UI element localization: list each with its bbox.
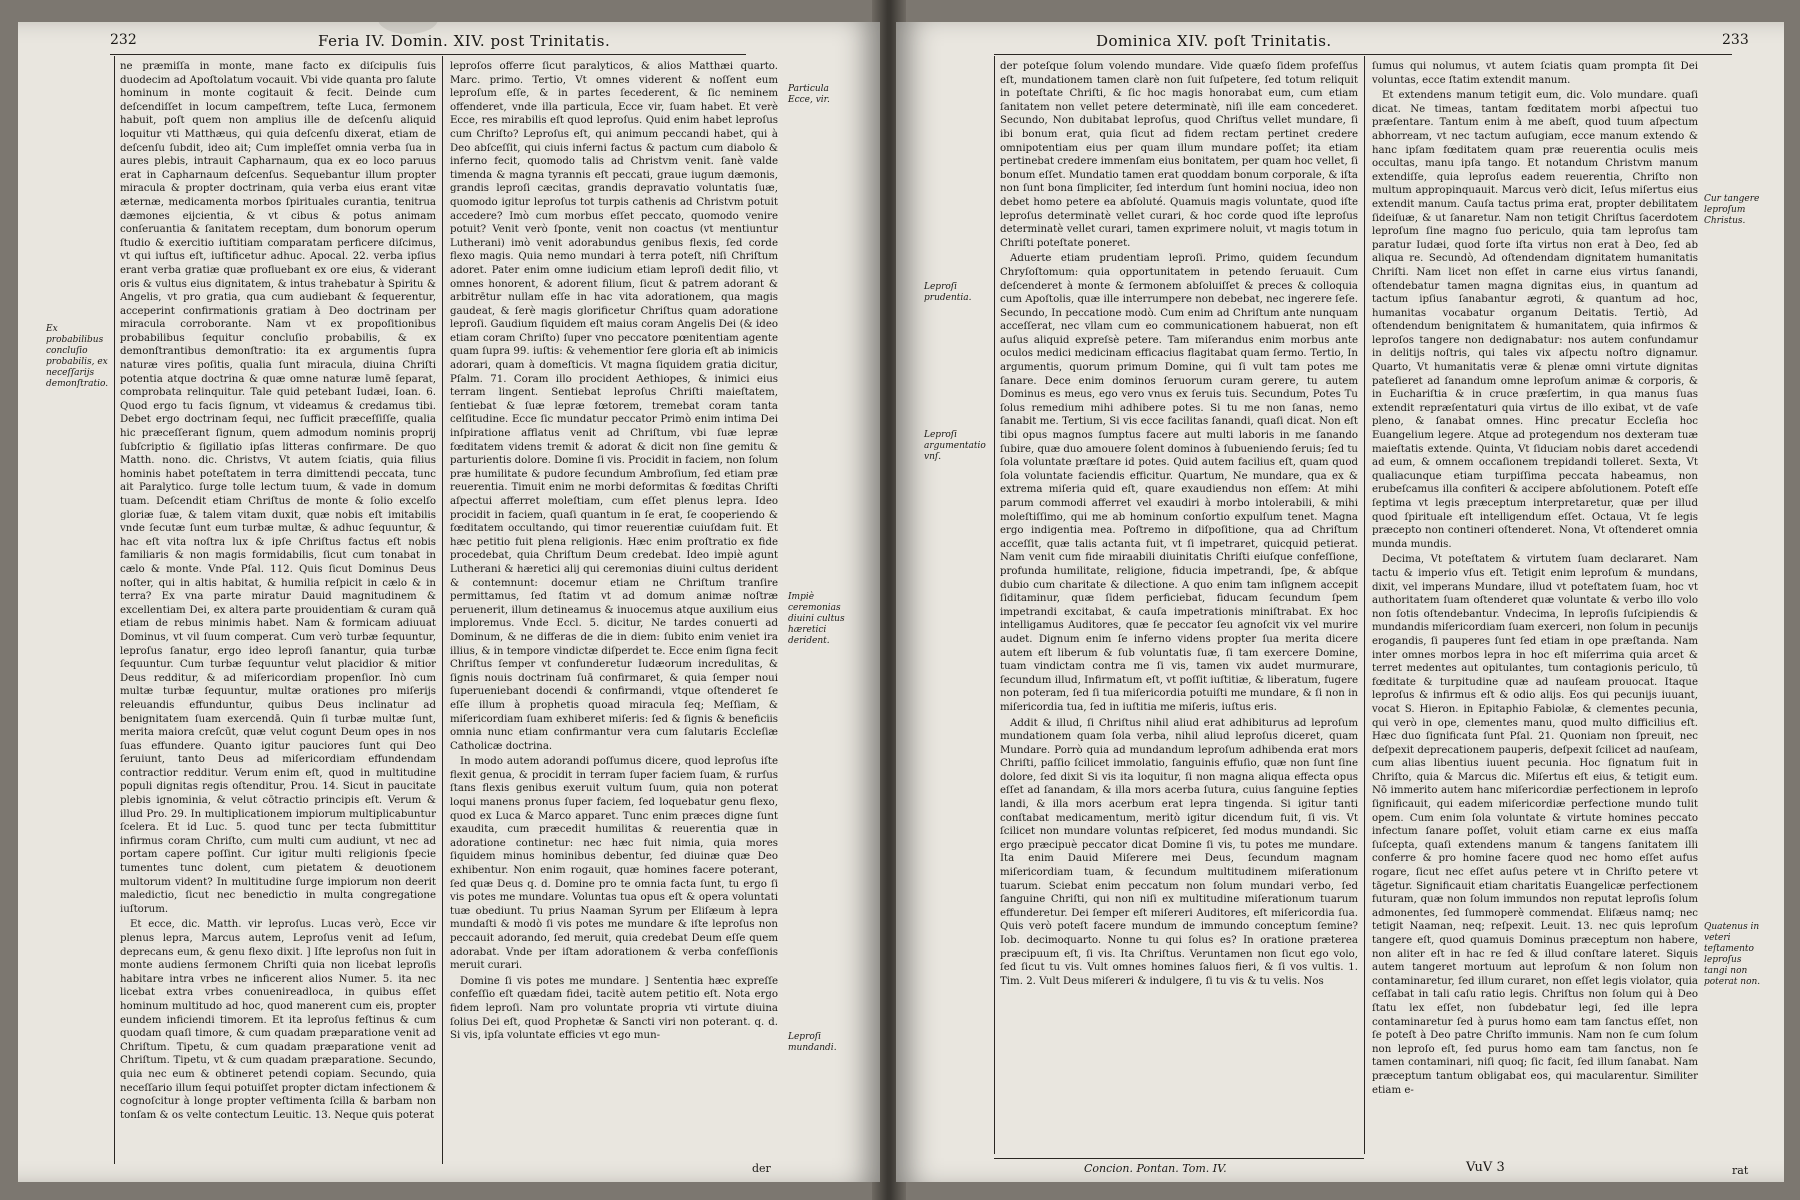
paragraph: Et extendens manum tetigit eum, dic. Volo mundare. quaſi dicat. Ne timeas, tantam fœditatem morbi aſpectui tuo præſentare. Tantum enim à me abeſt, quod tuum aſpectum abhorream, vt nec tactum auſugiam, ecce manum extendo & hanc ipſam fœditatem quam præ reuerentia oculis meis occultas, manu ipſa tango. Et notandum Christvm manum extendiſſe, quia leproſus eadem reuerentia, Chriſto non multum appropinquauit. Marcus verò dicit, Ieſus miſertus eius extendit manum. Cauſa tactus prima erat, propter debilitatem ſideiſuæ, & ut ſanaretur. Nam non tetigit Chriſtus ſacerdotem leproſum ſine magno ſuo periculo, quia tam leproſus tam paratur Iudæi, quod ſorte iſta virtus non erat à Deo, ſed ab aliqua re. Secundò, Ad oſtendendam dignitatem humanitatis Chriſti. Nam licet non eſſet in carne eius virtus ſanandi, oſtendebatur tamen magna dignitas eius, in quantum ad tactum ipſius ſanabantur ægroti, & quantum ad hoc, humanitas vocabatur organum Deitatis. Tertiò, Ad oſtendendum benignitatem & humanitatem, quia infirmos & leproſos tangere non dedignabatur: nos autem confundamur in delitijs noſtris, qui tales vix aſpectu noſtro dignamur. Quarto, Vt humanitatis veræ & plenæ omni virtute dignitas pateſieret ad ſanandum omne leproſum animæ & corporis, & in Euchariſtia & in cruce præſertim, in qua manus ſuas extendit repræſentaturi quia virtus de illo exibat, vt de vaſe pleno, & ſanabat omnes. Hinc precatur Eccleſia hoc Euangelium legere. Atque ad protegendum nos dexteram tuæ maieſtatis extende. Quinta, Vt ſiduciam nobis daret accedendi ad eum, & omnem occaſionem trepidandi tolleret. Sexta, Vt qualiacunque etiam turpiſſima peccata habeamus, non erubeſcamus illa confiteri & accipere abſolutionem. Poteſt eſſe ſeptima vt legis præceptum interpretaretur, quæ per illud quod ſpirituale eſt intelligendum eſſet. Octaua, Vt ſe legis præcepto non contineri oſtenderet. Nona, Vt oſtenderet omnia munda mundis. [1372,90,1698,550]
right-running-head: Dominica XIV. poſt Trinitatis. [1096,32,1332,50]
margin-note-probabilibus: Ex probabilibus concluſio probabilis, ex neceſſarijs demonſtratio. [46,324,109,389]
right-catchword: rat [1732,1164,1749,1177]
margin-note-prudentia: Leproſi prudentia. [924,282,972,303]
margin-note-tangere: Cur tangere leproſum Christus. [1704,194,1760,226]
paragraph: Addit & illud, ſi Chriſtus nihil aliud erat adhibiturus ad leproſum mundationem quam ſola verba, nihil aliud leproſus diceret, quam Mundare. Porrò quia ad mundandum leproſum adhibenda erat mors Chriſti, paſſio ſcilicet immolatio, ſanguinis effuſio, quæ non ſunt ſine dolore, ſed dixit Si vis ita loquitur, ſi non magna aliqua effecta opus eſſet ad ſanandam, & illa mors acerba ſutura, cuius ſanguine ſepties landi, & illa mors acerbum erat lepra tingenda. Si igitur tanti conſtabat medicamentum, meritò igitur dicendum fuit, ſi vis. Vt ſcilicet non mundare voluntas reſpiceret, ſed modus mundandi. Sic ergo præcipuè peccator dicat Domine ſi vis, tu potes me mundare. Ita enim Dauid Miſerere mei Deus, ſecundum magnam miſericordiam tuam, & ſecundum multitudinem miſerationum tuarum. Sciebat enim peccatum non ſolum mundari verbo, ſed ſanguine Chriſti, qui non niſi ex multitudine miſerationum tuarum effunderetur. Dei ſemper eſt miſereri Auditores, eſt miſericordia ſua. Quis verò poteſt facere mundum de immundo conceptum ſemine? Iob. decimoquarto. Nonne tu qui ſolus es? In oratione præterea præcipuum eſt, ſi vis. Ita Chriſtus. Veruntamen non ſicut ego volo, ſed ſicut tu vis. Vult omnes homines ſaluos fieri, & ſi vos vultis. 1. Tim. 2. Vult Deus miſereri & indulgere, ſi tu vis & tu velis. Nos [1000,717,1358,987]
right-footer-rule [994,1158,1364,1159]
paragraph: Et ecce, dic. Matth. vir leproſus. Lucas verò, Ecce vir plenus lepra, Marcus autem, Leproſus venit ad Ieſum, deprecans eum, & genu flexo dixit. ] Iſte leproſus non ſuit in monte audiens ſermonem Chriſti quia non licebat leproſis habitare intra vrbes ne inficerent alios Numer. 5. ita nec licebat extra vrbes conuenireadloca, in quibus eſſet hominum multitudo ad hoc, quod manerent cum eis, propter eundem inficiendi timorem. Et ita leproſus feſtinus & cum quodam quaſi timore, & cum quadam præparatione venit ad Chriſtum. Tipetu, & cum quadam præparatione venit ad Chriſtum. Tipetu, vt & cum quadam præparatione. Secundo, quia nec eum & obtineret petendi copiam. Secundo, quia neceſſario illum ſequi potuiſſet propter dictam infectionem & cognoſcitur à longe propter veſtimenta ſcilla & barbam non tonſam & os velte contectum Leuitic. 13. Neque quis poterat [120,919,436,1121]
margin-note-quatenus: Quatenus in veteri teſtamento leproſus tangi non poterat non. [1704,922,1761,987]
paragraph: der poteſque ſolum volendo mundare. Vide quæſo ſidem profeſſus eſt, mundationem tamen clarè non ſuit ſuſpetere, ſed totum reliquit in poteſtate Chriſti, & ſic hoc magis honorabat eum, cum etiam ſanitatem non vellet petere determinatè, niſi ille eam concederet. Secundo, Non dubitabat leproſus, quod Chriſtus vellet mundare, ſi ibi bonum erat, quia ſicut ad fidem rectam pertinet credere omnipotentiam eius per quam illum mundare poſſet; ita etiam pertinebat credere immenſam eius bonitatem, per quam hoc vellet, ſi bonum eſſet. Mundatio tamen erat quoddam bonum corporale, & iſta non ſunt bona ſimpliciter, ſed interdum ſunt homini nociua, ideo non debet homo petere ea abſoluté. Quamuis magis voluntate, quod iſte leproſus determinatè vellet curari, & hoc corde quod iſte leproſus determinatè vellet curari, tamen exprimere noluit, vt magis totum in Chriſti poteſtate poneret. [1000,61,1358,249]
paragraph: leproſos offerre ſicut paralyticos, & alios Matthæi quarto. Marc. primo. Tertio, Vt omnes viderent & noſſent eum leproſum eſſe, & in partes ſecederent, & ſic neminem offenderet, vnde illa particula, Ecce vir, ſuam habet. Et verè Ecce, res mirabilis eſt quod leproſus. Quid enim habet leproſus cum Chriſto? Leproſus eſt, qui animum peccandi habet, qui à Deo abſceſſit, qui ciuis inferni factus & pactum cum diabolo & inferno fecit, quomodo talis ad Christvm venit. ſanè valde timenda & magna tyrannis eſt peccati, graue iugum dæmonis, grandis leproſi cæcitas, grandis depravatio voluntatis ſuæ, quomodo igitur leproſus tot turpis cathenis ad Christvm potuit accedere? Imò cum morbus eſſet peccato, quomodo venire potuit? Venit verò ſponte, venit non coactus (vt mentiuntur Lutherani) imò venit adorabundus genibus flexis, ſed corde flexo magis. Quia nemo mundari à terra poteſt, niſi Chriſtum adoret. Pater enim omne iudicium etiam leproſi dedit filio, vt omnes honorent, & adorent filium, ſicut & patrem adorant & arbitrētur nullam eſſe in hac vita adorationem, qua magis gaudeat, & ſerè magis glorificetur Chriſtus quam adoratione leproſi. Gaudium ſiquidem eſt maius coram Angelis Dei (& ideo etiam coram Chriſto) ſuper vno peccatore pœnitentiam agente quam ſupra 99. iuſtis: & vehementior ſere gloria eſt ab inimicis adorari, quam à domeſticis. Vt magna ſiquidem gratia dicitur, Pſalm. 71. Coram illo procident Aethiopes, & inimici eius terram lingent. Sentiebat leproſus Chriſti maieſtatem, ſentiebat & ſuæ lepræ fœtorem, tremebat coram tanta celſitudine. Ecce ſic mundatur peccator Primò enim intima Dei inſpiratione afflatus venit ad Chriſtum, vbi ſuæ lepræ fœditatem videns tremit & adorat & dicit non ſine gemitu & parturientis dolore. Domine ſi vis. Procidit in faciem, non ſolum præ humilitate & pudore ſecundum Ambroſium, ſed etiam præ reuerentia. Timuit enim ne morbi deformitas & fœditas Chriſti aſpectui afferret moleſtiam, cum eſſet plenus lepra. Ideo procidit in faciem, quaſi quantum in ſe erat, ſe cooperiendo & fœditatem occultando, qui timor reuerentiæ cuiuſdam fuit. Et hæc petitio fuit plena religionis. Hæc enim proſtratio ex fide procedebat, quia Chriſtum Deum credebat. Ideo impiè agunt Lutherani & hæretici alij qui ceremonias diuini cultus derident & contemnunt: docemur etiam ne Chriſtum tranſire permittamus, ſed ſtatim vt ad domum animæ noſtræ peruenerit, illum detineamus & inuocemus atque auxilium eius imploremus. Vnde Eccl. 5. dicitur, Ne tardes conuerti ad Dominum, & ne differas de die in diem: ſubito enim veniet ira illius, & in tempore vindictæ diſperdet te. Ecce enim ſigna fecit Chriſtus ſemper vt confunderetur Iudæorum incredulitas, & ſignis nouis doctrinam ſuā confirmaret, & quia ſemper noui ſuperueniebant docendi & confirmandi, vtque oſtenderet ſe eſſe illum à prophetis quoad miracula ſeq; Meſſiam, & miſericordiam ſuam exhiberet miſeris: ſed & ſignis & beneficiis omnia nunc etiam confirmantur vera cum ſalutaris Eccleſiæ Catholicæ doctrina. [450,61,778,752]
margin-note-argumenta: Leproſi argumentatio vnſ. [924,430,986,462]
left-column-2 [450,60,778,1160]
left-catchword: der [752,1162,771,1175]
paragraph: ſumus qui nolumus, vt autem ſciatis quam prompta ſit Dei voluntas, ecce ſtatim extendit manum. [1372,61,1698,86]
left-page-number: 232 [110,32,137,48]
left-column-rule [442,56,443,1164]
left-column-1 [120,60,436,1172]
right-page-number: 233 [1722,32,1749,48]
margin-note-leprosi: Leproſi mundandi. [788,1032,837,1053]
right-head-rule [994,54,1732,55]
right-page [896,22,1784,1182]
paragraph: Decima, Vt poteſtatem & virtutem ſuam declararet. Nam tactu & imperio vſus eſt. Tetigit enim leproſum & mundans, dixit, vel imperans Mundare, illud vt poteſtatem ſuam, hoc vt authoritatem ſuam oſtenderet quæ voluntate & verbo illo volo non ſotis oſtendebantur. Vndecima, In leproſis ſuſcipiendis & mundandis miſericordiam ſuam exerceri, non ſolum in pecunijs erogandis, ſi pauperes ſunt ſed etiam in ope præſtanda. Nam inter omnes morbos lepra in hoc eſt miſerrima quia arcet & terret medentes aut opitulantes, tum contagionis periculo, tū fœditate & turpitudine quæ ad nauſeam prouocat. Itaque leproſus & infirmus eſt & odio alijs. Eos qui pecunijs iuuant, vocat S. Hieron. in Epitaphio Fabiolæ, & clementes pecunia, qui verò in ope, clementes manu, quod multo difficilius eſt. Hæc duo ſignificata ſunt Pſal. 21. Quoniam non ſpreuit, nec deſpexit deprecationem pauperis, deſpexit ſcilicet ad nauſeam, cum alias libentius iuuent pecunia. Hoc ſignatum fuit in Chriſto, quia & Marcus dic. Miſertus eſt eius, & tetigit eum. Nō immerito autem hanc miſericordiæ perfectionem in leproſo ſignificauit, qui eadem miſericordiæ perfectione mundo tulit opem. Cum enim ſola voluntate & virtute homines peccato infectum ſanare poſſet, voluit etiam carne ex eius maſſa ſuſcepta, quaſi extendens manum & tangens ſanitatem illi conferre & pro homine facere quod nec homo eſſet aufus rogare, ſicut nec eſſet auſus petere vt in Chriſto petere vt tāgetur. Significauit etiam charitatis Euangelicæ perfectionem futuram, quæ non ſolum immundos non reputat leproſis ſolum admonentes, ſed ſummoperè commendat. Eliſæus namq; nec tetigit Naaman, neq; reſpexit. Leuit. 13. nec quis leproſum tangere eſt, quod quamuis Dominus præceptum non habere, non aliter eſt in hac re ſed & illud conſtare lateret. Siquis autem tangeret mortuum aut leproſum & non ſolum non contaminaretur, ſed illum curaret, non eſſet legis violator, quia ceſſabat in tali caſu ratio legis. Chriſtus non ſolum qui à Deo ſtatu lex eſſet, non ſubdebatur legi, ſed ille lepra contaminaretur ſed à purus homo eam tam ſanctus eſſet, non ſe poteſt à Deo patre Chriſto immunis. Nam non ſe cum ſolum non leproſo eſt, ſed purus homo eam tam ſanctus, non ſe tamen contaminari, niſi quoq; ſic facit, ſed illum ſanabat. Nam præceptum tantum obligabat eos, qui macularentur. Similiter etiam e- [1372,554,1698,1096]
paragraph: In modo autem adorandi poſſumus dicere, quod leproſus iſte flexit genua, & procidit in terram ſuper faciem ſuam, & rurſus ſtans flexis genibus exeruit vultum ſuum, quia non poterat loqui manens pronus ſuper faciem, ſed loquebatur genu flexo, quod ex Luca & Marco apparet. Tunc enim præces digne ſunt exaudita, cum præcedit humilitas & reuerentia quæ in adoratione continetur: nec hæc fuit nimia, quia mores ſiquidem minus hominibus debentur, ſed diuinæ quæ Deo exhibentur. Non enim rogauit, quæ homines facere poterant, ſed quæ Deus q. d. Domine pro te omnia facta ſunt, tu ergo ſi vis potes me mundare. Voluntas tua opus eſt & opera voluntati tuæ obediunt. Tu prius Naaman Syrum per Eliſæum à lepra mundaſti & modò ſi vis potes me mundare & iſte leproſus non peccauit adorando, ſed meruit, quia credebat Deum eſſe quem adorabat. Vnde per iſtam adorationem & verba confeſſionis meruit curari. [450,756,778,972]
right-footer: Concion. Pontan. Tom. IV. [1084,1162,1227,1175]
right-column-rule [1364,56,1365,1154]
left-running-head: Feria IV. Domin. XIV. post Trinitatis. [318,32,611,50]
paragraph: Aduerte etiam prudentiam leproſi. Primo, quidem ſecundum Chryſoſtomum: quia opportunitatem in petendo ſeruauit. Cum deſcenderet à monte & ſermonem abſoluiſſet & preces & colloquia cum Apoſtolis, quæ ille interrumpere non debebat, nec ingerere ſeſe. Secundo, In peccatione modò. Cum enim ad Chriſtum ante nunquam acceſſerat, nec vllam cum eo communicationem habuerat, non eſt auſus aliquid expreſsè petere. Tam miſerandus enim morbus ante oculos medici medicinam efficacius flagitabat quam ſermo. Tertio, In argumentis, quorum primum Domine, qui ſi vult tam potes me ſanare. Dece enim dominos ſeruorum curam gerere, tu autem Dominus es meus, ego vero vnus ex ſeruis tuis. Secundum, Potes Tu ſolus remedium mihi adhibere potes. Si tu me non ſanas, nemo ſanabit me. Tertium, Si vis ecce facilitas ſanandi, quaſi dicat. Non eſt tibi opus magnos ſumptus facere aut multi laboris in me ſanando ſubire, quæ duo amouere ſolent dominos à ſubueniendo ſeruis; ſed tu ſola voluntate præſtare id potes. Quid autem facilius eſt, quam quod ſola voluntate faciendis efficitur. Quartum, Ne mundare, qua ex & extrema miſeria quid eſt, quare exaudiendus non eſſem: At mihi parum commodi afferret vel exaudiri à morbo intolerabili, & mihi moleſtiſſimo, qui me ab hominum conſortio expulſum tenet. Magna ergo indigentia mea. Poſtremo in diſpoſitione, qua ad Chriſtum acceſſit, quæ talis actanta fuit, vt ſi impetraret, quicquid petierat. Nam venit cum fide miraabili diuinitatis Chriſti eiuſque confeſſione, profunda humilitate, religione, fiducia impetrandi, ſpe, & abſque dubio cum charitate & dilectione. A quo enim tam inſignem accepit ſiditaminur, quæ ſidem perficiebat, fiducam ſecundum ſpem impetrandi excitabat, & cauſa impetrationis miniſtrabat. Ex hoc intelligamus Auditores, quæ ſe peccator ſeu agnoſcit vix vel murire audet. Dignum enim ſe inferno videns propter ſua merita dicere autem eſt liberum & ſub voluntatis ſuæ, ſi tam exercere Domine, tuam vindictam contra me ſi vis, tamen vix audet murmurare, ſecundum illud, Infirmatum eſt, vt poſſit iuſtitiæ, & liberatum, fugere non poteram, ſed ſi tua miſericordia potuiſti me mundare, & ſi non in miſericordia tua, ſed in iuſtitia me miſeris, iuſtus eris. [1000,253,1358,713]
margin-note-particula: Particula Ecce, vir. [788,84,830,105]
right-column-2 [1372,60,1698,1158]
left-margin-rule [114,56,115,1164]
right-margin-rule [994,56,995,1154]
margin-note-impie: Impiè ceremonias diuini cultus hæretici derident. [788,592,845,646]
left-head-rule [110,54,746,55]
right-column-1 [1000,60,1358,1158]
right-signature-mark: VuV 3 [1466,1160,1505,1175]
paragraph: ne præmiſſa in monte, mane facto ex diſcipulis ſuis duodecim ad Apoſtolatum vocauit. Vbi vide quanta pro ſalute hominum in monte cogitauit & fecit. Deinde cum deſcendiſſet in locum campeſtrem, teſte Luca, ſermonem habuit, poſt quem non amplius ille de deſcenſu aliquid loquitur vti Matthæus, qui quia deſcenſu dixerat, etiam de deſcenſu ſubdit, ideo ait; Cum impleſſet omnia verba ſua in aures plebis, intrauit Capharnaum, qua ex eo loco paruus erat in Capharnaum deſcenſus. Sequebantur illum propter miracula & propter doctrinam, quia verba eius erant vitæ æternæ, medicamenta morbos ſpirituales curantia, tenitrua dæmones eijcientia, & vt cibus & potus animam conſeruantia & ſanitatem receptam, dum bonorum operum ſtudio & exercitio iuſtitiam comparatam perficere diſcimus, vt qui iuſtus eſt, iuſtificetur adhuc. Apocal. 22. verba ipſius erant verba gratiæ quæ profluebant ex ore eius, & viderant oris & vultus eius dignitatem, & intus trahebatur à Spiritu & Angelis, vt pro gratia, qua cum audiebant & ſequerentur, acceperint confirmationis gratiam à Deo doctrinam per miracula corroborante. Nam vt ex propoſitionibus probabilibus ſequitur concluſio probabilis, & ex demonſtrantibus demonſtratio: ita ex argumentis ſupra naturæ vires poſitis, qualia ſunt miracula, diuina Chriſti potentia atque doctrina & quæ omne naturæ lumē ſeparat, comprobata relinquitur. Tale quid petebant Iudæi, Ioan. 6. Quod ergo tu facis ſignum, vt videamus & credamus tibi. Debet ergo doctrinam ſequi, nec ſufficit præceſſiſſe, qualia hic præceſſerant ſignum, quem admodum nominis proprij ſubſcriptio & ſigillatio ipſas litteras confirmare. De quo Matth. nono. dic. Christvs, Vt autem ſciatis, quia filius hominis habet poteſtatem in terra dimittendi peccata, tunc ait Paralytico. ſurge tolle lectum tuum, & vade in domum tuam. Deſcendit etiam Chriſtus de monte & ſolio excelſo gloriæ ſuæ, & talem vitam duxit, quæ nobis eſt imitabilis vnde ſecutæ ſunt eum turbæ multæ, & adhuc ſequuntur, & hac eſt vita noſtra lux & ipſe Chriſtus factus eſt nobis familiaris & non magis formidabilis, ſicut cum tonabat in cælo & monte. Vnde Pſal. 112. Quis ſicut Dominus Deus noſter, qui in altis habitat, & humilia reſpicit in cælo & in terra? Ex vna parte miratur Dauid magnitudinem & excellentiam Dei, ex altera parte prouidentiam & curam quā etiam de rebus minimis habet. Nam & formicam adiuuat Dominus, vt vil ſuum comperat. Cum verò turbæ ſequuntur, leproſus ſanatur, ergo ideo leproſi ſanantur, quia turbæ ſequuntur. Cum turbæ ſequuntur velut placidior & mitior Deus redditur, & ad miſericordiam propenſior. Inò cum multæ turbæ ſequuntur, multæ orationes pro miſerijs releuandis effunduntur, quibus Deus inclinatur ad benignitatem ſuam exercendā. Quin ſi turbæ multæ ſunt, merita maiora creſcūt, quæ velut cogunt Deum opes in nos ſuas effundere. Quanto igitur pauciores ſunt qui Deo ſeruiunt, tanto Deus ad miſericordiam effundendam contractior redditur. Verum enim eſt, quod in multitudine populi dignitas regis oſtenditur, Prou. 14. Sicut in paucitate plebis ignominia, & velut cōtractio principis eſt. Verum & illud Pro. 29. In multiplicationem impiorum multiplicabuntur ſcelera. Et id Luc. 5. quod tunc per tecta ſubmittitur infirmus coram Chriſto, cum multi cum audiunt, vt nec ad portam capere poſſint. Cur igitur multi religionis ſpecie tumentes tunc dolent, cum pietatem & deuotionem multorum vident? In multitudine ſurge impiorum non deerit maledictio, ſicut nec benedictio in multa congregatione iuſtorum. [120,61,436,915]
paragraph: Domine ſi vis potes me mundare. ] Sententia hæc expreſſe confeſſio eſt quædam fidei, tacitè autem petitio eſt. Nota ergo fidem leproſi. Nam pro voluntate propria vti virtute diuina ſolius Dei eſt, quod Prophetæ & Sancti viri non poterant. q. d. Si vis, ipſa voluntate efficies vt ego mun- [450,975,778,1042]
left-page [18,22,880,1182]
